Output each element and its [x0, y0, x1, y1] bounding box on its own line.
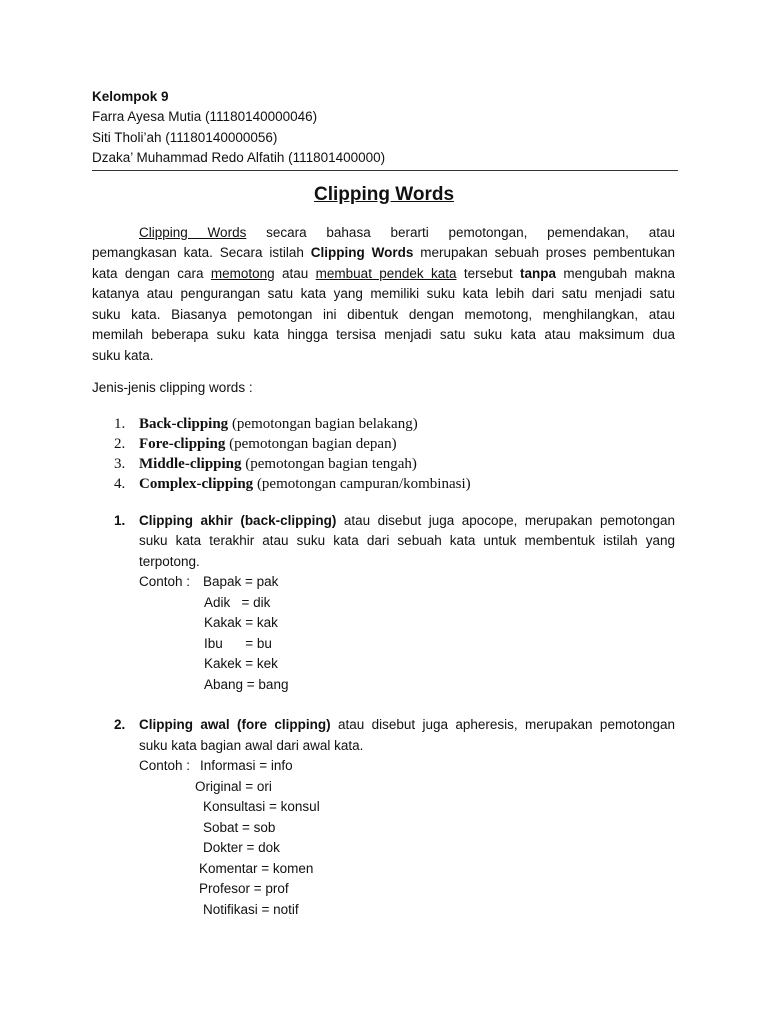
- intro-line-3: kata dengan cara memotong atau membuat pendek kata tersebut tanpa mengubah makna: [92, 266, 675, 281]
- intro-line-6: memilah beberapa suku kata hingga tersisa menjadi satu suku kata atau maksimum dua: [92, 327, 675, 342]
- section-1-example: Adik = dik: [204, 595, 271, 610]
- intro-line-2: pemangkasan kata. Secara istilah Clipping Words merupakan sebuah proses pembentukan: [92, 245, 675, 260]
- page-title: Clipping Words: [313, 184, 455, 205]
- section-2-number: 2.: [114, 717, 126, 732]
- section-2-contoh-label: Contoh :: [139, 758, 191, 773]
- section-1-example: Bapak = pak: [203, 574, 279, 589]
- header-divider: [92, 170, 678, 171]
- section-1-example: Ibu = bu: [204, 636, 272, 651]
- type-2: Fore-clipping (pemotongan bagian depan): [139, 436, 397, 452]
- section-2-line-1: Clipping awal (fore clipping) atau disebut juga apheresis, merupakan pemotongan: [139, 717, 675, 732]
- section-2-example: Original = ori: [195, 779, 272, 794]
- type-3-number: 3.: [114, 456, 126, 472]
- section-1-example: Kakak = kak: [204, 615, 278, 630]
- intro-line-5: suku kata. Biasanya pemotongan ini dibentuk dengan memotong, menghilangkan, atau: [92, 307, 675, 322]
- section-1-example: Abang = bang: [204, 677, 289, 692]
- types-heading: Jenis-jenis clipping words :: [92, 380, 253, 395]
- section-1-line-2: suku kata terakhir atau suku kata dari sebuah kata untuk membentuk istilah yang: [139, 533, 675, 548]
- intro-term: Clipping Words: [139, 225, 247, 240]
- section-1-example: Kakek = kek: [204, 656, 278, 671]
- section-1-number: 1.: [114, 513, 126, 528]
- intro-line-4: katanya atau pengurangan satu kata yang memiliki suku kata lebih dari satu menjadi satu: [92, 286, 675, 301]
- section-2-example: Konsultasi = konsul: [203, 799, 320, 814]
- section-1-contoh-label: Contoh :: [139, 574, 191, 589]
- section-2-line-2: suku kata bagian awal dari awal kata.: [139, 738, 364, 753]
- intro-line-7: suku kata.: [92, 348, 154, 363]
- section-2-example: Profesor = prof: [199, 881, 289, 896]
- section-2-example: Dokter = dok: [203, 840, 280, 855]
- type-3: Middle-clipping (pemotongan bagian tengah): [139, 456, 417, 472]
- section-2-example: Komentar = komen: [199, 861, 314, 876]
- type-2-number: 2.: [114, 436, 126, 452]
- section-2-example: Notifikasi = notif: [203, 902, 299, 917]
- member-2: Siti Tholi’ah (11180140000056): [92, 130, 278, 145]
- section-1-line-1: Clipping akhir (back-clipping) atau disebut juga apocope, merupakan pemotongan: [139, 513, 675, 528]
- section-1-line-3: terpotong.: [139, 554, 200, 569]
- member-1: Farra Ayesa Mutia (11180140000046): [92, 109, 318, 124]
- section-2-example: Sobat = sob: [203, 820, 276, 835]
- type-1-number: 1.: [114, 416, 126, 432]
- member-3: Dzaka’ Muhammad Redo Alfatih (111801400000): [92, 150, 386, 165]
- type-4-number: 4.: [114, 476, 126, 492]
- type-1: Back-clipping (pemotongan bagian belakang): [139, 416, 418, 432]
- type-4: Complex-clipping (pemotongan campuran/kombinasi): [139, 476, 471, 492]
- intro-line-1: Clipping Words secara bahasa berarti pemotongan, pemendakan, atau: [139, 225, 675, 240]
- group-label: Kelompok 9: [92, 89, 169, 104]
- section-2-example: Informasi = info: [200, 758, 293, 773]
